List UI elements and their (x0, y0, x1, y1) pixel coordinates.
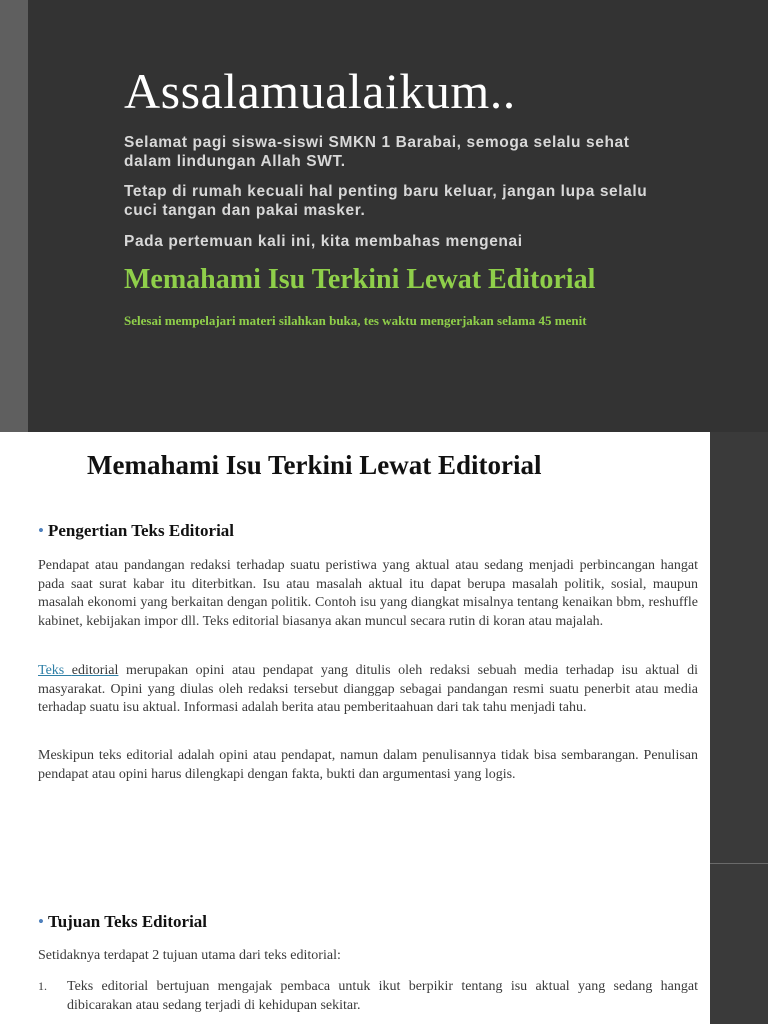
paragraph-pengertian-3: Meskipun teks editorial adalah opini atau pendapat, namun dalam penulisannya tidak bisa sembarangan. Penulisan pendapat atau opini harus dilengkapi dengan fakta, bukti dan argumentasi yang logis. (38, 748, 698, 782)
slide-instruction-note: Selesai mempelajari materi silahkan buka, tes waktu mengerjakan selama 45 menit (124, 313, 587, 328)
paragraph-tujuan-intro: Setidaknya terdapat 2 tujuan utama dari teks editorial: (38, 948, 341, 963)
paragraph-pengertian-1: Pendapat atau pandangan redaksi terhadap suatu peristiwa yang aktual atau sedang menjadi perbincangan hangat pada saat surat kabar itu diterbitkan. Isu atau masalah aktual itu dapat berupa masalah politik, sosial, maupun masalah ekonomi yang berkaitan dengan politik. Contoh isu yang diangkat misalnya tentang kenaikan bbm, reshuffle kabinet, kebijakan impor dll. Teks editorial biasanya akan muncul secara rutin di koran atau majalah. (38, 558, 698, 629)
slide-greeting: Assalamualaikum.. (124, 63, 516, 119)
document-page (0, 432, 710, 1024)
slide-paragraph-intro: Pada pertemuan kali ini, kita membahas mengenai (124, 233, 523, 250)
document-title: Memahami Isu Terkini Lewat Editorial (87, 450, 542, 480)
bullet-icon: • (38, 912, 44, 931)
right-margin-divider (710, 863, 768, 864)
list-item-text: Teks editorial bertujuan mengajak pembaca untuk ikut berpikir tentang isu aktual yang sedang hangat dibicarakan atau sedang terjadi di kehidupan sekitar. (67, 979, 698, 1013)
paragraph-pengertian-2 (38, 662, 698, 718)
section-heading-label: Pengertian Teks Editorial (47, 521, 235, 540)
right-margin-panel (710, 432, 768, 1024)
slide-paragraph-advice: Tetap di rumah kecuali hal penting baru keluar, jangan lupa selalu cuci tangan dan pakai masker. (124, 183, 648, 219)
link-text: Teks (38, 663, 72, 678)
teks-editorial-link[interactable] (38, 663, 118, 678)
list-item (38, 977, 698, 1015)
section-heading-label: Tujuan Teks Editorial (47, 912, 208, 931)
slide-side-stripe (0, 0, 28, 432)
section-heading-tujuan (38, 912, 207, 932)
link-text-underlined: editorial (71, 663, 119, 678)
slide-topic-title: Memahami Isu Terkini Lewat Editorial (124, 264, 596, 295)
list-number: 1. (38, 979, 47, 993)
bullet-icon: • (38, 521, 44, 540)
slide-paragraph-greeting: Selamat pagi siswa-siswi SMKN 1 Barabai, semoga selalu sehat dalam lindungan Allah SWT. (124, 134, 630, 170)
paragraph-text: merupakan opini atau pendapat yang ditulis oleh redaksi sebuah media terhadap isu aktual di masyarakat. Opini yang diulas oleh redaksi tersebut dianggap sebagai pandangan resmi suatu penerbit atau media terhadap suatu isu aktual. Informasi adalah berita atau pemberitaahuan dari tak tahu menjadi tahu. (38, 663, 698, 715)
section-heading-pengertian (38, 521, 234, 541)
